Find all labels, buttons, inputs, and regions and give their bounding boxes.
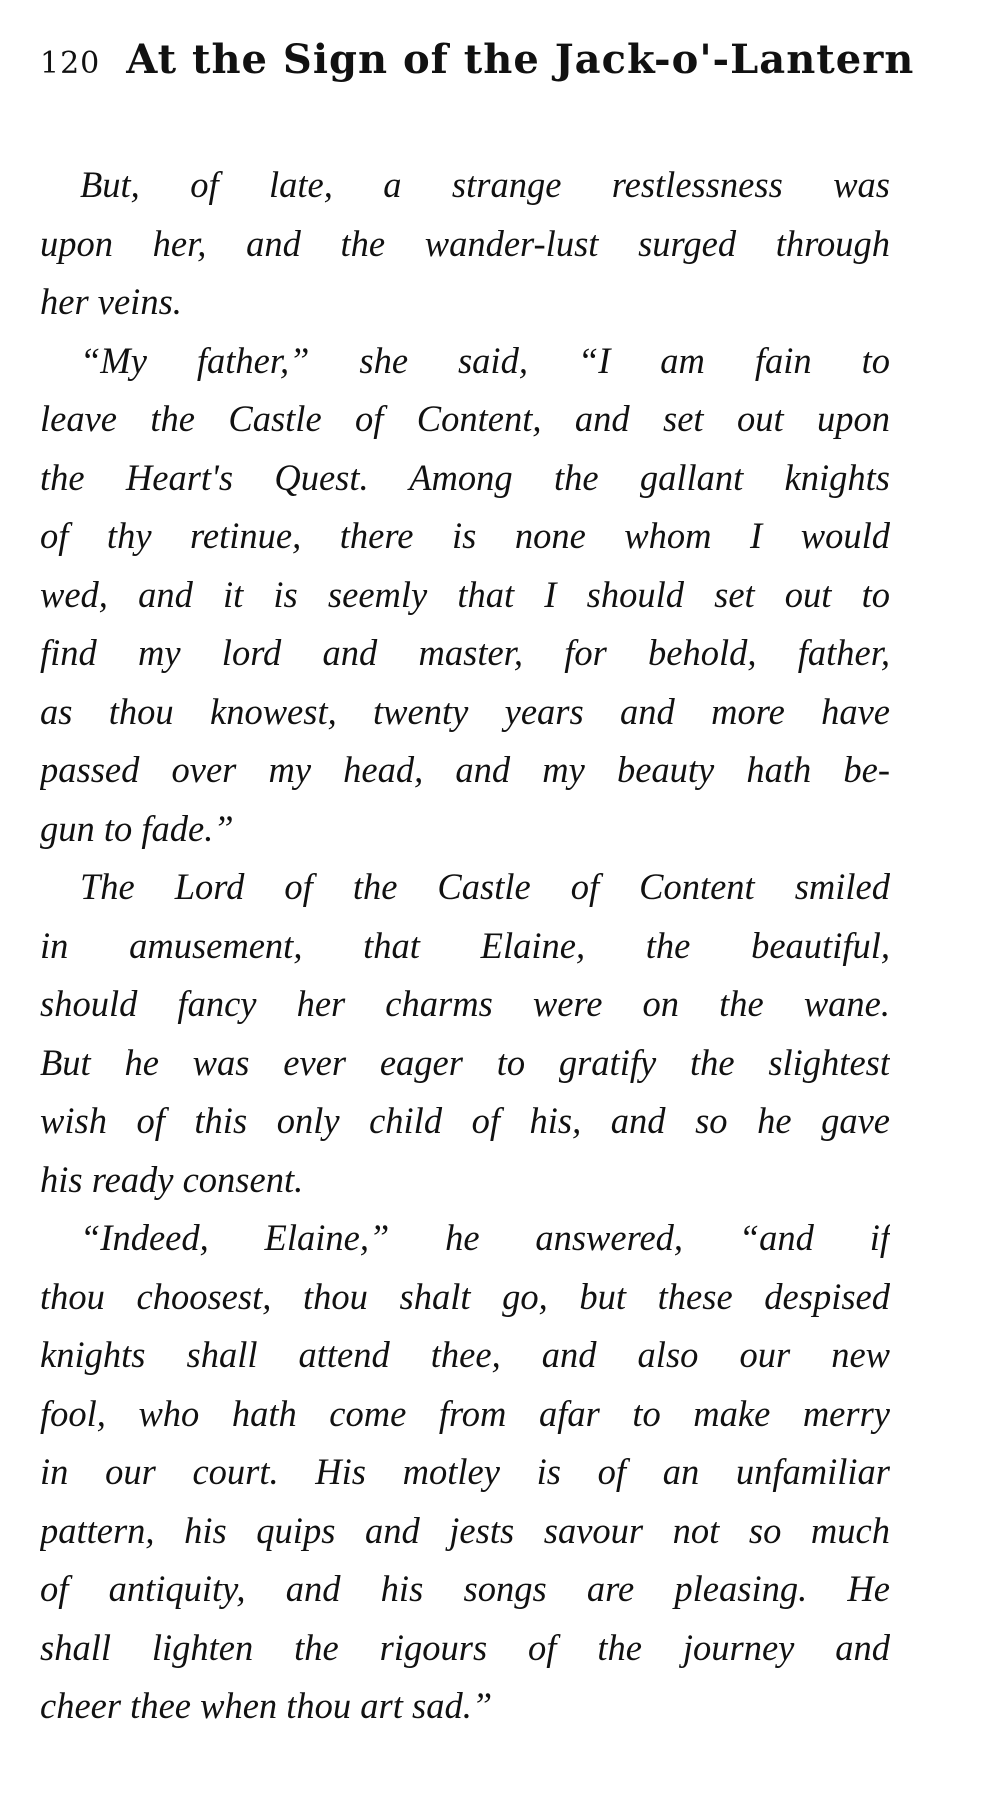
text-line: thou choosest, thou shalt go, but these despised (40, 1275, 890, 1317)
text-line: gun to fade.” (40, 807, 234, 849)
running-head (40, 36, 940, 96)
text-line: cheer thee when thou art sad.” (40, 1685, 493, 1726)
text-line: should fancy her charms were on the wane. (40, 983, 890, 1024)
text-line: find my lord and master, for behold, father, (40, 632, 890, 673)
text-line: “Indeed, Elaine,” he answered, “and if (80, 1217, 890, 1258)
text-line: shall lighten the rigours of the journey and (40, 1626, 890, 1668)
running-title: At the Sign of the Jack-o'-Lantern (126, 36, 915, 83)
text-line: leave the Castle of Content, and set out upon (40, 398, 890, 439)
text-line: But he was ever eager to gratify the slightest (40, 1041, 890, 1083)
text-line: in our court. His motley is of an unfamiliar (40, 1451, 890, 1492)
text-line: knights shall attend thee, and also our new (40, 1334, 890, 1375)
text-line: wish of this only child of his, and so he gave (40, 1100, 890, 1141)
text-line: “My father,” she said, “I am fain to (80, 339, 890, 381)
text-line: as thou knowest, twenty years and more have (40, 690, 890, 732)
text-line: passed over my head, and my beauty hath be- (40, 749, 890, 790)
page-number: 120 (40, 46, 101, 81)
text-line: of thy retinue, there is none whom I would (40, 515, 890, 556)
body-text (40, 156, 890, 1736)
text-line: pattern, his quips and jests savour not so much (40, 1509, 890, 1551)
text-line: The Lord of the Castle of Content smiled (80, 866, 890, 907)
text-line: his ready consent. (40, 1158, 304, 1200)
text-line: in amusement, that Elaine, the beautiful, (40, 924, 890, 966)
text-line: upon her, and the wander-lust surged through (40, 222, 890, 264)
text-line: But, of late, a strange restlessness was (80, 164, 890, 205)
text-line: the Heart's Quest. Among the gallant knights (40, 456, 890, 498)
text-line: her veins. (40, 281, 182, 322)
text-line: fool, who hath come from afar to make merry (40, 1392, 890, 1434)
text-line: wed, and it is seemly that I should set out to (40, 573, 890, 615)
text-line: of antiquity, and his songs are pleasing. He (40, 1568, 890, 1609)
